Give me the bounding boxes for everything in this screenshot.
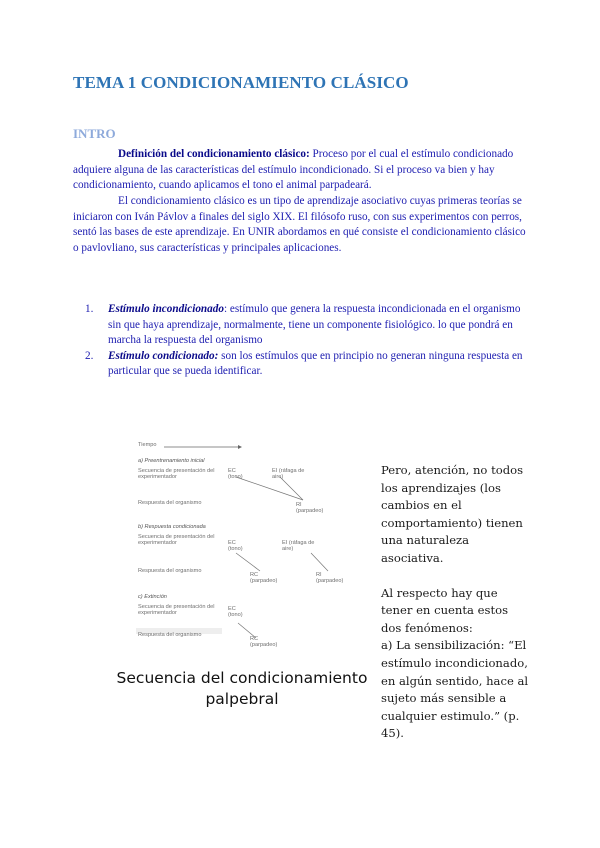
figure-caption: Secuencia del condicionamiento palpebral (116, 669, 368, 708)
side-paragraph-2: Al respecto hay que tener en cuenta estos dos fenómenos: (381, 585, 509, 635)
side-text (381, 462, 531, 760)
intro-paragraph (73, 194, 528, 256)
definition-paragraph (73, 147, 528, 194)
panel-a-ec: EC (tono) (228, 468, 243, 480)
list-term: Estímulo incondicionado (108, 303, 224, 315)
panel-b-ei: EI (ráfaga de aire) (282, 540, 315, 552)
panel-c-heading: c) Extinción (138, 594, 167, 600)
list-number: 1. (85, 303, 94, 315)
panel-b-seq-label: Secuencia de presentación del experimentador (138, 534, 215, 546)
panel-c-ec: EC (tono) (228, 606, 243, 618)
stimulus-list (85, 302, 525, 380)
list-number: 2. (85, 349, 94, 362)
panel-a-resp-label: Respuesta del organismo (138, 500, 202, 506)
panel-c-resp-label: Respuesta del organismo (138, 632, 202, 638)
intro-paragraph-text: El condicionamiento clásico es un tipo de aprendizaje asociativo cuyas primeras teorías se iniciaron con Iván Pávlov a finales del siglo XIX. El filósofo ruso, con sus experimentos con perros, sentó las bases de este aprendizaje. En UNIR abordamos en qué consiste el condicionamiento clásico o pavlovliano, sus características y principales aplicaciones. (73, 195, 526, 254)
panel-a-ei: EI (ráfaga de aire) (272, 468, 305, 480)
definition-term: Definición del condicionamiento clásico: (118, 148, 310, 160)
panel-c-seq-label: Secuencia de presentación del experimentador (138, 604, 215, 616)
panel-a-seq-label: Secuencia de presentación del experimentador (138, 468, 215, 480)
panel-b-ec: EC (tono) (228, 540, 243, 552)
side-paragraph-3: a) La sensibilización: “El estímulo incondicionado, en algún sentido, hace al sujeto más sensible a cualquier estimulo.” (p. 45). (381, 638, 529, 741)
panel-b-resp-label: Respuesta del organismo (138, 568, 202, 574)
list-text: : estímulo que genera la respuesta incondicionada en el organismo sin que haya aprendizaje, normalmente, tiene un componente fisiológico. lo que pondrá en marcha la respuesta del organismo (108, 303, 521, 346)
panel-a-heading: a) Preentrenamiento inicial (138, 458, 205, 464)
time-label: Tiempo (138, 442, 157, 448)
list-text: son los estímulos que en principio no generan ninguna respuesta en particular que se pueda identificar. (108, 349, 523, 377)
list-item (85, 349, 525, 380)
panel-b-heading: b) Respuesta condicionada (138, 524, 206, 530)
list-item (85, 302, 525, 349)
panel-b-rc: RC (parpadeo) (250, 572, 278, 584)
side-paragraph-1: Pero, atención, no todos los aprendizajes (los cambios en el comportamiento) tienen una naturaleza asociativa. (381, 463, 524, 565)
panel-a-ri: RI (parpadeo) (296, 502, 324, 514)
conditioning-figure (132, 440, 360, 652)
definition-text: Proceso por el cual el estímulo condicionado adquiere alguna de las características del estímulo incondicionado. Si el proceso va bien y hay condicionamiento, cuando aplicamos el tono el animal parpadeará. (73, 148, 514, 191)
page-title: TEMA 1 CONDICIONAMIENTO CLÁSICO (73, 73, 409, 92)
panel-b-ri: RI (parpadeo) (316, 572, 344, 584)
panel-c-rc: RC (parpadeo) (250, 636, 278, 648)
list-term: Estímulo condicionado: (108, 349, 219, 362)
section-heading-intro: INTRO (73, 126, 116, 141)
